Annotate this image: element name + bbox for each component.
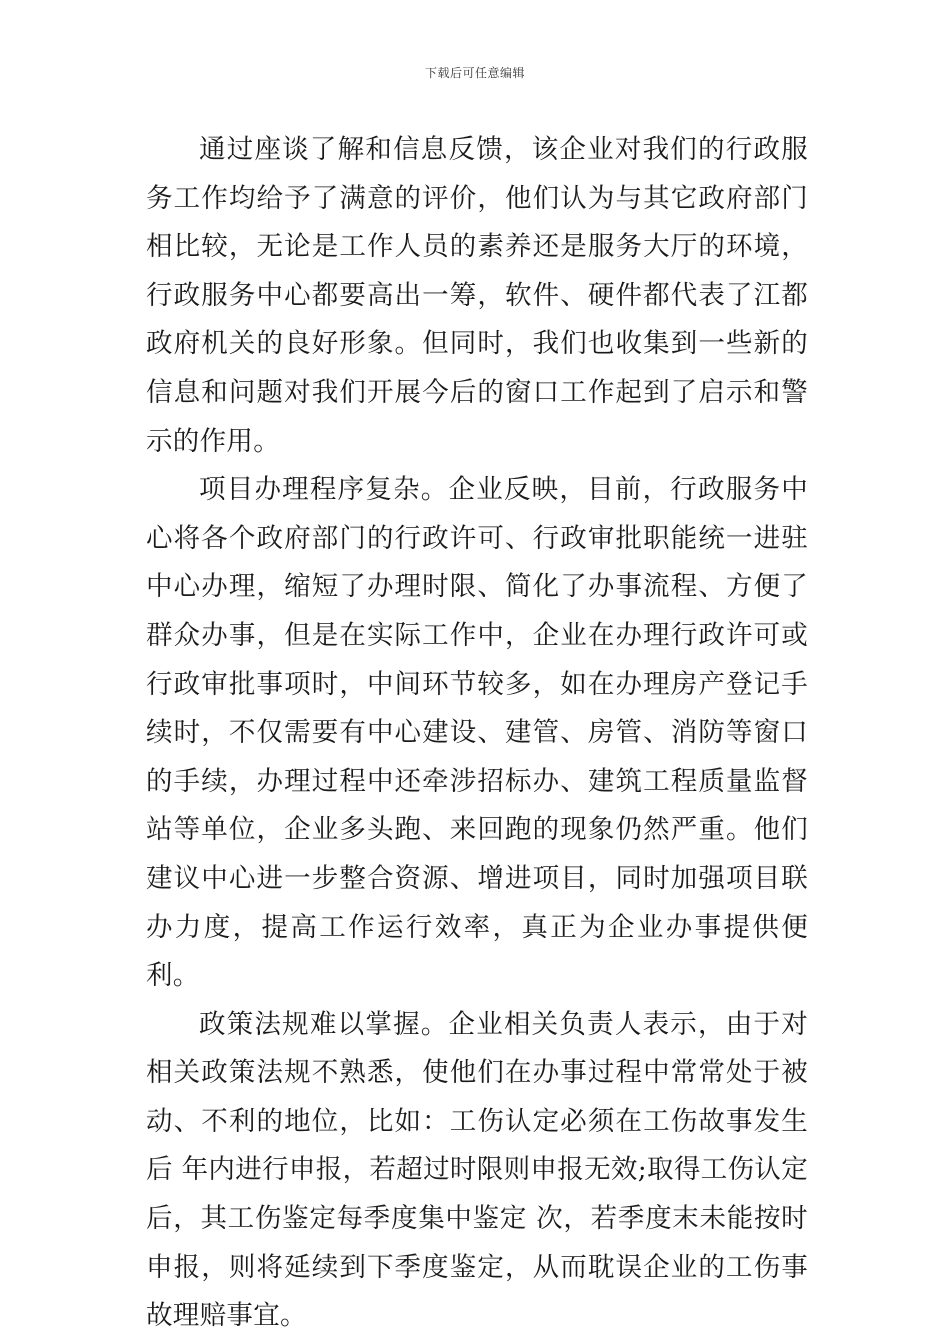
paragraph-procedure: 项目办理程序复杂。企业反映，目前，行政服务中心将各个政府部门的行政许可、行政审批职能统一进驻中心办理，缩短了办理时限、简化了办事流程、方便了群众办事，但是在实际工作中，企业在办理行政许可或行政审批事项时，中间环节较多，如在办理房产登记手续时，不仅需要有中心建设、建管、房管、消防等窗口的手续，办理过程中还牵涉招标办、建筑工程质量监督站等单位，企业多头跑、来回跑的现象仍然严重。他们建议中心进一步整合资源、增进项目，同时加强项目联办力度，提高工作运行效率，真正为企业办事提供便利。 — [146, 474, 808, 992]
page-header: 下载后可任意编辑 — [424, 66, 525, 80]
paragraph-feedback: 通过座谈了解和信息反馈，该企业对我们的行政服务工作均给予了满意的评价，他们认为与其它政府部门相比较，无论是工作人员的素养还是服务大厅的环境，行政服务中心都要高出一筹，软件、硬件都代表了江都政府机关的良好形象。但同时，我们也收集到一些新的信息和问题对我们开展今后的窗口工作起到了启示和警示的作用。 — [146, 134, 808, 457]
paragraph-policy: 政策法规难以掌握。企业相关负责人表示，由于对相关政策法规不熟悉，使他们在办事过程中常常处于被动、不利的地位，比如：工伤认定必须在工伤故事发生后 年内进行申报，若超过时限则申报无效;取得工伤认定后，其工伤鉴定每季度集中鉴定 次，若季度末未能按时申报，则将延续到下季度鉴定，从而耽误企业的工伤事故理赔事宜。 — [146, 1008, 808, 1332]
document-body — [146, 126, 808, 1341]
